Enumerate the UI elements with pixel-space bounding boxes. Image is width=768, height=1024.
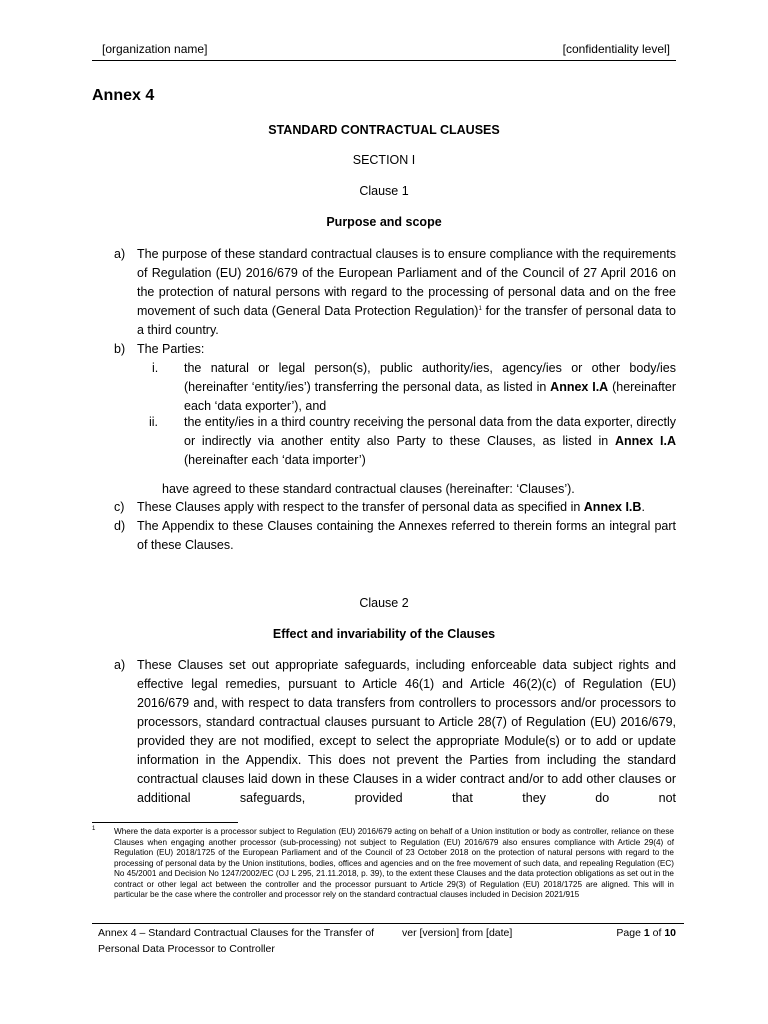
item-text: (hereinafter each ‘data exporter’), and: [184, 380, 677, 413]
clause-1-item-a-tail: for the transfer of personal data to a third country.: [137, 304, 676, 337]
clause-2-heading: Effect and invariability of the Clauses: [272, 627, 496, 641]
page-header: [92, 42, 676, 61]
footnote-reference[interactable]: 1: [478, 306, 482, 312]
clause-1-item-a: [137, 245, 676, 340]
annex-reference: Annex I.A: [550, 380, 609, 394]
clause-2-number: Clause 2: [359, 596, 409, 610]
list-marker: i.: [152, 361, 159, 375]
footnote-text: Where the data exporter is a processor subject to Regulation (EU) 2016/679 acting on behalf of a Union institution or body as controller, reliance on these Clauses when engaging another processor (sub-processing) not subject to Regulation (EU) 2016/679 also ensures compliance with Article 29(4) of Regulation (EU) 2018/1725 of the European Parliament and of the Council of 23 October 2018 on the protection of natural persons with regard to the processing of personal data by the Union institutions, bodies, offices and agencies and on the free movement of such data, and repealing Regulation (EC) No 45/2001 and Decision No 1247/2002/EC (OJ L 295, 21.11.2018, p. 39), to the extent these Clauses and the data protection obligations as set out in the contract or other legal act between the controller and the processor pursuant to Article 29(3) of Regulation (EU) 2018/1725 are aligned. This will in particular be the case where the controller and processor rely on the standard contractual clauses included in Decision 2021/915: [114, 827, 674, 899]
footnote-separator: [92, 822, 238, 823]
annex-reference: Annex I.A: [615, 434, 676, 448]
clause-1-item-b-i: [184, 359, 676, 416]
item-text: .: [641, 500, 645, 514]
page-label: Page: [616, 927, 644, 939]
clause-1-item-c: [137, 498, 676, 517]
clause-1-item-b-ii: [184, 413, 676, 470]
footnote-marker: 1: [92, 826, 96, 832]
page-of-label: of: [649, 927, 665, 939]
list-marker: a): [114, 658, 126, 672]
list-marker: c): [114, 500, 125, 514]
list-marker: b): [114, 342, 126, 356]
clause-1-heading: Purpose and scope: [326, 215, 442, 229]
page-footer: [92, 923, 684, 955]
confidentiality-level: [confidentiality level]: [562, 42, 670, 56]
list-marker: a): [114, 247, 126, 261]
clause-2-item-a: These Clauses set out appropriate safeguards, including enforceable data subject rights and effective legal remedies, pursuant to Article 46(1) and Article 46(2)(c) of Regulation (EU) 2016/679 and, with respect to data transfers from controllers to processors and/or processors to processors, standard contractual clauses pursuant to Article 28(7) of Regulation (EU) 2016/679, provided they are not modified, except to select the appropriate Module(s) or to add or update information in the Appendix. This does not prevent the Parties from including the standard contractual clauses laid down in these Clauses in a wider contract and/or to add other clauses or additional safeguards, provided that they do not: [137, 658, 676, 805]
annex-title: Annex 4: [92, 87, 155, 104]
clause-1-number: Clause 1: [359, 184, 409, 198]
clause-1-item-a-text: The purpose of these standard contractual clauses is to ensure compliance with the requirements of Regulation (EU) 2016/679 of the European Parliament and of the Council of 27 April 2016 on the protection of natural persons with regard to the processing of personal data and on the free movement of such data (General Data Protection Regulation): [137, 247, 676, 318]
section-title: SECTION I: [352, 153, 416, 167]
list-marker: ii.: [149, 415, 159, 429]
total-pages: 10: [664, 927, 676, 939]
clause-1-item-b: The Parties:: [137, 342, 205, 356]
item-text: These Clauses apply with respect to the transfer of personal data as specified in: [137, 500, 584, 514]
document-title: STANDARD CONTRACTUAL CLAUSES: [268, 123, 500, 137]
page-number: [616, 925, 676, 941]
footer-version: ver [version] from [date]: [402, 927, 513, 939]
organization-name: [organization name]: [102, 42, 208, 56]
item-text: (hereinafter each ‘data importer’): [184, 453, 366, 467]
parties-agreement: have agreed to these standard contractual clauses (hereinafter: ‘Clauses’).: [162, 482, 575, 496]
current-page: 1: [643, 927, 650, 939]
item-text: the natural or legal person(s), public authority/ies, agency/ies or other body/ies (hereinafter ‘entity/ies’) transferring the personal data, as listed in: [184, 361, 676, 394]
list-marker: d): [114, 519, 126, 533]
item-text: the entity/ies in a third country receiving the personal data from the data exporter, directly or indirectly via another entity also Party to these Clauses, as listed in: [184, 415, 676, 448]
footer-document-title: Annex 4 – Standard Contractual Clauses for the Transfer of Personal Data Processor to Controller: [98, 927, 375, 955]
annex-reference: Annex I.B: [583, 500, 642, 514]
clause-1-item-d: The Appendix to these Clauses containing the Annexes referred to therein forms an integral part of these Clauses.: [137, 519, 676, 552]
